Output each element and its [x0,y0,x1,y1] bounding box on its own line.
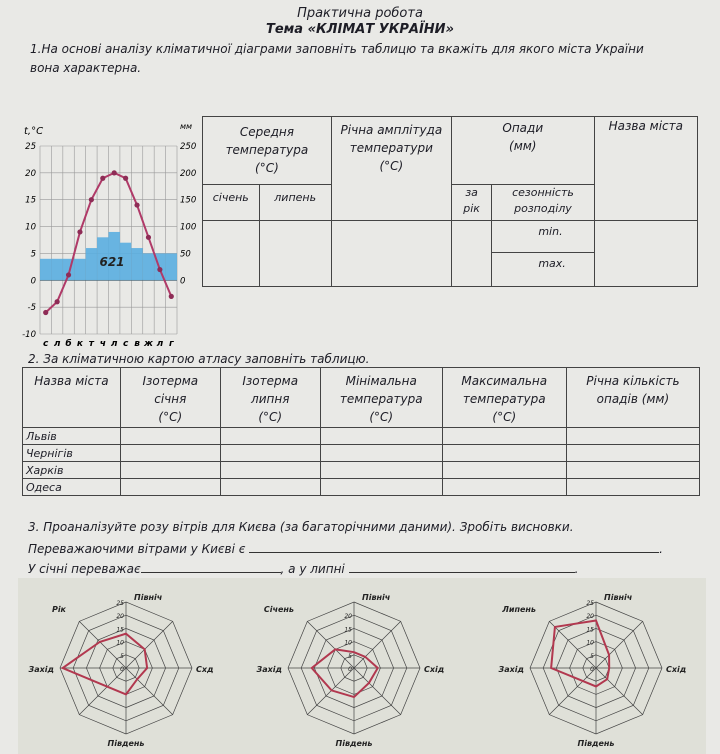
wind-rose-tick: 5 [120,652,124,660]
table2-header: Річна кількість опадів (мм) [566,368,699,428]
month-label: б [65,339,72,349]
temp-point [43,310,48,315]
temp-tick-label: 20 [25,168,36,179]
temp-point [100,176,105,181]
temp-point [112,170,117,175]
wind-rose-tick: 5 [590,652,594,660]
temp-tick-label: -10 [22,330,36,340]
temp-tick-label: 15 [25,195,36,206]
answer-prevailing-winds[interactable] [249,541,659,553]
wind-rose-south-label: Південь [335,739,373,748]
wind-rose-tick: 20 [116,613,124,621]
city-name-cell: Чернігів [23,445,121,462]
temp-point [66,272,71,277]
task2-prompt: 2. За кліматичною картою атласу заповніть таблицю. [28,352,370,366]
precip-bar [86,248,97,280]
month-label: ч [99,339,106,349]
table2-header: Назва міста [23,368,121,428]
temp-point [169,294,174,299]
temp-point [146,235,151,240]
city-name-cell: Харків [23,462,121,479]
wind-rose-tick: 15 [586,626,594,634]
precip-bar [51,259,62,280]
table-task1 [202,116,698,287]
wind-rose-tick: 0 [590,666,594,673]
table2-answer-cell[interactable] [566,479,699,496]
month-label: с [43,339,49,349]
table2-answer-cell[interactable] [442,445,566,462]
wind-rose-january [256,580,456,754]
wind-rose-tick: 5 [348,652,352,660]
month-label: ж [143,339,153,349]
month-label: т [88,339,94,349]
table2-answer-cell[interactable] [220,428,320,445]
wind-rose-tick: 25 [586,600,594,607]
wind-rose-tick: 10 [344,639,352,647]
wind-rose-tick: 10 [116,639,124,647]
wind-rose-tick: 15 [116,626,124,634]
col-city-name: Назва міста [594,117,697,221]
cell-max[interactable]: max. [492,253,594,287]
task3-prompt: 3. Проаналізуйте розу вітрів для Києва (за багаторічними даними). Зробіть висновки. [28,520,574,534]
wind-rose-polygon [63,634,147,695]
col-july: липень [259,185,331,221]
precip-tick-label: 0 [180,276,186,287]
worksheet-subtitle: Практична робота [297,6,423,21]
month-label: л [110,339,118,349]
precip-bar [166,253,177,280]
table2-answer-cell[interactable] [120,462,220,479]
precip-axis-label: мм [180,122,193,131]
task1-prompt-line1: 1.На основі аналізу кліматичної діаграми заповніть таблицю та вкажіть для якого міста України [30,42,644,56]
table2-answer-cell[interactable] [220,462,320,479]
precip-bar [131,248,142,280]
city-name-cell: Львів [23,428,121,445]
temp-tick-label: -5 [27,303,36,314]
wind-rose-north-label: Північ [604,593,633,602]
temp-tick-label: 5 [30,249,36,260]
col-precipitation: Опади (мм) [451,117,594,185]
col-avg-temp: Середня температура (°C) [203,117,332,185]
worksheet-topic: Тема «КЛІМАТ УКРАЇНИ» [266,22,454,37]
precip-tick-label: 200 [180,168,197,179]
wind-rose-west-label: Захід [498,665,524,674]
wind-rose-east-label: Схід [666,665,687,674]
precip-bar [40,259,51,280]
table2-answer-cell[interactable] [120,479,220,496]
city-name-cell: Одеса [23,479,121,496]
table2-answer-cell[interactable] [566,445,699,462]
temp-axis-label: t,°C [24,126,44,137]
wind-rose-tick: 0 [348,666,352,673]
answer-january[interactable] [141,561,281,573]
cell-min[interactable]: min. [492,221,594,253]
table2-header: Ізотерма січня (°C) [120,368,220,428]
table2-answer-cell[interactable] [220,479,320,496]
col-amplitude: Річна амплітуда температури (°C) [331,117,451,221]
wind-rose-tick: 20 [344,613,352,621]
table2-answer-cell[interactable] [320,445,442,462]
precip-bar [74,259,85,280]
wind-rose-july [490,580,704,754]
table2-answer-cell[interactable] [442,428,566,445]
precip-bar [143,253,154,280]
table2-answer-cell[interactable] [442,462,566,479]
table2-row [23,428,700,445]
month-label: к [76,339,84,349]
table2-row [23,479,700,496]
temp-point [77,229,82,234]
table2-answer-cell[interactable] [566,462,699,479]
cell-precip-year[interactable] [451,221,491,287]
table-task2 [22,367,700,496]
precip-tick-label: 150 [180,195,197,206]
table2-answer-cell[interactable] [320,462,442,479]
table2-answer-cell[interactable] [320,428,442,445]
wind-rose-year [28,580,228,754]
wind-rose-title: Січень [263,605,294,614]
temp-point [89,197,94,202]
month-label: г [168,339,174,349]
wind-rose-west-label: Захід [256,665,282,674]
month-label: л [53,339,61,349]
table2-answer-cell[interactable] [320,479,442,496]
wind-rose-south-label: Південь [107,739,145,748]
precip-tick-label: 250 [180,142,197,152]
temp-point [123,176,128,181]
wind-rose-title: Рік [51,605,66,614]
wind-rose-title: Липень [502,605,536,614]
wind-rose-tick: 10 [586,639,594,647]
cell-amplitude[interactable] [331,221,451,287]
table2-header: Ізотерма липня (°C) [220,368,320,428]
month-label: л [156,339,164,349]
wind-rose-east-label: Схд [196,665,214,674]
wind-rose-north-label: Північ [134,593,163,602]
table2-answer-cell[interactable] [220,445,320,462]
table2-answer-cell[interactable] [120,445,220,462]
precip-tick-label: 100 [180,222,197,233]
wind-rose-south-label: Південь [577,739,615,748]
month-label: в [134,339,140,349]
precip-total-label: 621 [99,255,125,269]
cell-jul-temp[interactable] [259,221,331,287]
table2-header: Максимальна температура (°C) [442,368,566,428]
wind-rose-north-label: Північ [362,593,391,602]
col-january: січень [203,185,260,221]
wind-rose-tick: 15 [344,626,352,634]
table2-answer-cell[interactable] [442,479,566,496]
cell-city[interactable] [594,221,697,287]
temp-point [157,267,162,272]
task3-line1: Переважаючими вітрами у Києві є . [28,542,663,556]
wind-rose-west-label: Захід [28,665,54,674]
answer-july[interactable] [349,561,575,573]
table2-row [23,445,700,462]
task1-prompt-line2: вона характерна. [30,61,142,75]
table2-answer-cell[interactable] [566,428,699,445]
wind-rose-tick: 25 [116,600,124,607]
precip-tick-label: 50 [180,249,191,260]
temp-tick-label: 0 [30,276,36,287]
wind-rose-east-label: Схід [424,665,445,674]
month-label: с [122,339,129,349]
table2-row [23,462,700,479]
temp-point [55,299,60,304]
table2-answer-cell[interactable] [120,428,220,445]
temp-point [134,202,139,207]
climate-chart [14,118,204,350]
task3-line2: У січні переважає , а у липні . [28,562,579,576]
wind-rose-tick: 0 [120,666,124,673]
cell-jan-temp[interactable] [203,221,260,287]
col-seasonality: сезонність розподілу [492,185,594,221]
temp-tick-label: 10 [25,222,36,233]
wind-rose-tick: 20 [586,613,594,621]
temp-tick-label: 25 [25,142,36,152]
table2-header: Мінімальна температура (°C) [320,368,442,428]
col-per-year: за рік [451,185,491,221]
wind-rose-polygon [312,649,378,697]
